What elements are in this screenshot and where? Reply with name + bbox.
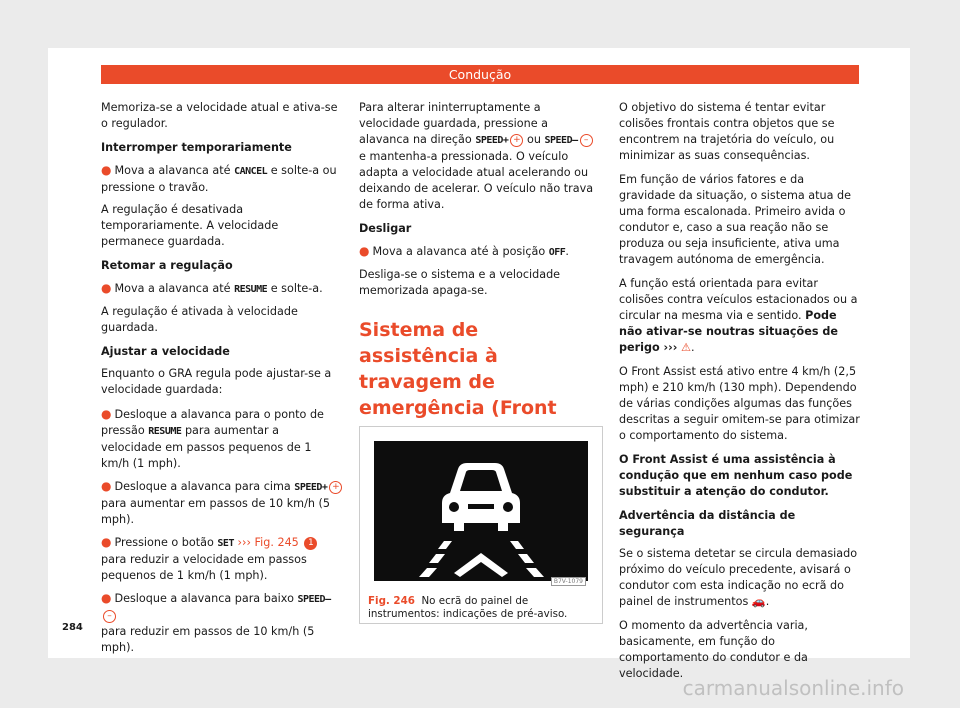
dashboard-warning-image <box>374 441 588 581</box>
minus-icon: – <box>580 134 593 147</box>
page-number: 284 <box>62 622 83 633</box>
subheading-resume: Retomar a regulação <box>101 259 233 272</box>
text: Desloque a alavanca para baixo <box>114 592 298 605</box>
text: Mova a alavanca até <box>114 282 235 295</box>
minus-icon: – <box>103 610 116 623</box>
text: para reduzir em passos de 10 km/h (5 mph). <box>101 625 315 654</box>
text: ou <box>523 133 545 146</box>
text: A função está orientada para evitar colisões contra veículos estacionados ou a circular na mesma via e sentido. <box>619 277 858 322</box>
bullet-item <box>101 406 343 472</box>
key-label: SPEED– <box>297 594 331 605</box>
subheading-distance-warning: Advertência da distância de segurança <box>619 509 796 538</box>
bullet-item <box>101 590 343 656</box>
figure-reference-link[interactable]: ››› Fig. 245 <box>233 536 299 549</box>
bullet-item <box>101 478 343 528</box>
caption-text: No ecrã do painel de instrumentos: indicações de pré-aviso. <box>368 595 568 620</box>
figure-246 <box>359 426 603 624</box>
paragraph: O objetivo do sistema é tentar evitar colisões frontais contra objetos que se encontrem na trajetória do veículo, ou minimizar as suas consequências. <box>619 101 835 162</box>
text: Pressione o botão <box>114 536 218 549</box>
text: e solte-a ou pressione o travão. <box>101 164 337 194</box>
bold-text: Pode não ativar-se noutras situações de perigo ››› <box>619 309 838 354</box>
bullet-icon: ● <box>101 163 112 177</box>
section-title: Sistema de assistência à travagem de emergência (Front <box>359 319 557 419</box>
figure-caption <box>368 595 596 621</box>
text: Desloque a alavanca para cima <box>114 480 295 493</box>
bullet-item <box>101 162 343 196</box>
car-ahead-warning-icon <box>374 441 588 581</box>
bullet-icon: ● <box>359 244 370 258</box>
subheading-adjust: Ajustar a velocidade <box>101 345 230 358</box>
key-label: SPEED+ <box>475 135 509 146</box>
subheading-interrupt: Interromper temporariamente <box>101 141 292 154</box>
paragraph: A regulação é desativada temporariamente. A velocidade permanece guardada. <box>101 203 279 248</box>
bullet-icon: ● <box>101 407 112 421</box>
bullet-icon: ● <box>101 535 112 549</box>
key-label: CANCEL <box>234 166 268 177</box>
text: . <box>565 245 569 258</box>
text: e solte-a. <box>267 282 323 295</box>
paragraph: Se o sistema detetar se circula demasiado próximo do veículo precedente, avisará o condutor com esta indicação no ecrã do painel de instrumentos 🚗. <box>619 547 858 608</box>
paragraph: A regulação é ativada à velocidade guardada. <box>101 305 298 334</box>
bullet-item <box>359 243 601 261</box>
paragraph: Enquanto o GRA regula pode ajustar-se a velocidade guardada: <box>101 367 332 396</box>
bullet-item <box>101 280 343 298</box>
plus-icon: + <box>510 134 523 147</box>
paragraph <box>359 100 601 213</box>
key-label: OFF <box>548 247 566 258</box>
bullet-item <box>101 534 343 584</box>
key-label: RESUME <box>148 426 182 437</box>
figure-code: B7V-1079 <box>551 577 586 586</box>
key-label: SPEED– <box>544 135 578 146</box>
watermark: carmanualsonline.info <box>682 676 904 700</box>
bullet-icon: ● <box>101 591 112 605</box>
column-right <box>619 100 861 690</box>
distance-warning-icon: 🚗 <box>751 595 766 608</box>
bullet-icon: ● <box>101 281 112 295</box>
text: Se o sistema detetar se circula demasiado próximo do veículo precedente, avisará o condutor com esta indicação no ecrã do painel de instrumentos <box>619 547 858 608</box>
bullet-icon: ● <box>101 479 112 493</box>
text: para reduzir a velocidade em passos pequenos de 1 km/h (1 mph). <box>101 553 307 582</box>
text: Mova a alavanca até à posição <box>372 245 549 258</box>
text: para aumentar a velocidade em passos pequenos de 1 km/h (1 mph). <box>101 424 312 470</box>
paragraph: Desliga-se o sistema e a velocidade memorizada apaga-se. <box>359 268 561 297</box>
text: para aumentar em passos de 10 km/h (5 mph). <box>101 497 330 526</box>
text: Para alterar ininterruptamente a velocidade guardada, pressione a alavanca na direção <box>359 101 549 146</box>
paragraph: A função está orientada para evitar colisões contra veículos estacionados ou a circular na mesma via e sentido. Pode não ativar-se noutras situações de perigo ››› ⚠. <box>619 277 858 354</box>
figure-label: Fig. 246 <box>368 595 415 607</box>
key-label: SET <box>217 538 234 549</box>
paragraph: Em função de vários fatores e da gravidade da situação, o sistema atua de uma forma escalonada. Primeiro avida o condutor e, caso a sua reação não se produza ou seja insuficiente, ativa uma travagem autónoma de emergência. <box>619 173 852 266</box>
text: e mantenha-a pressionada. O veículo adapta a velocidade atual acelerando ou deixando de acelerar. O veículo não trava de forma ativa. <box>359 150 594 211</box>
paragraph: O momento da advertência varia, basicamente, em função do comportamento do condutor e da velocidade. <box>619 619 808 680</box>
bold-paragraph: O Front Assist é uma assistência à condução que em nenhum caso pode substituir a atenção do condutor. <box>619 453 853 498</box>
warning-triangle-icon[interactable]: ⚠ <box>680 341 691 354</box>
key-label: SPEED+ <box>294 482 328 493</box>
key-label: RESUME <box>234 284 268 295</box>
paragraph: Memoriza-se a velocidade atual e ativa-se o regulador. <box>101 101 338 130</box>
plus-icon: + <box>329 481 342 494</box>
callout-number: 1 <box>304 537 317 550</box>
column-left <box>101 100 343 662</box>
chapter-header: Condução <box>101 65 859 84</box>
text: Desloque a alavanca para o ponto de pressão <box>101 408 324 437</box>
subheading-switch-off: Desligar <box>359 222 412 235</box>
text: Mova a alavanca até <box>114 164 235 177</box>
paragraph: O Front Assist está ativo entre 4 km/h (2,5 mph) e 210 km/h (130 mph). Dependendo de várias condições algumas das funções descritas a seguir omitem-se para otimizar o comportamento do sistema. <box>619 365 860 442</box>
